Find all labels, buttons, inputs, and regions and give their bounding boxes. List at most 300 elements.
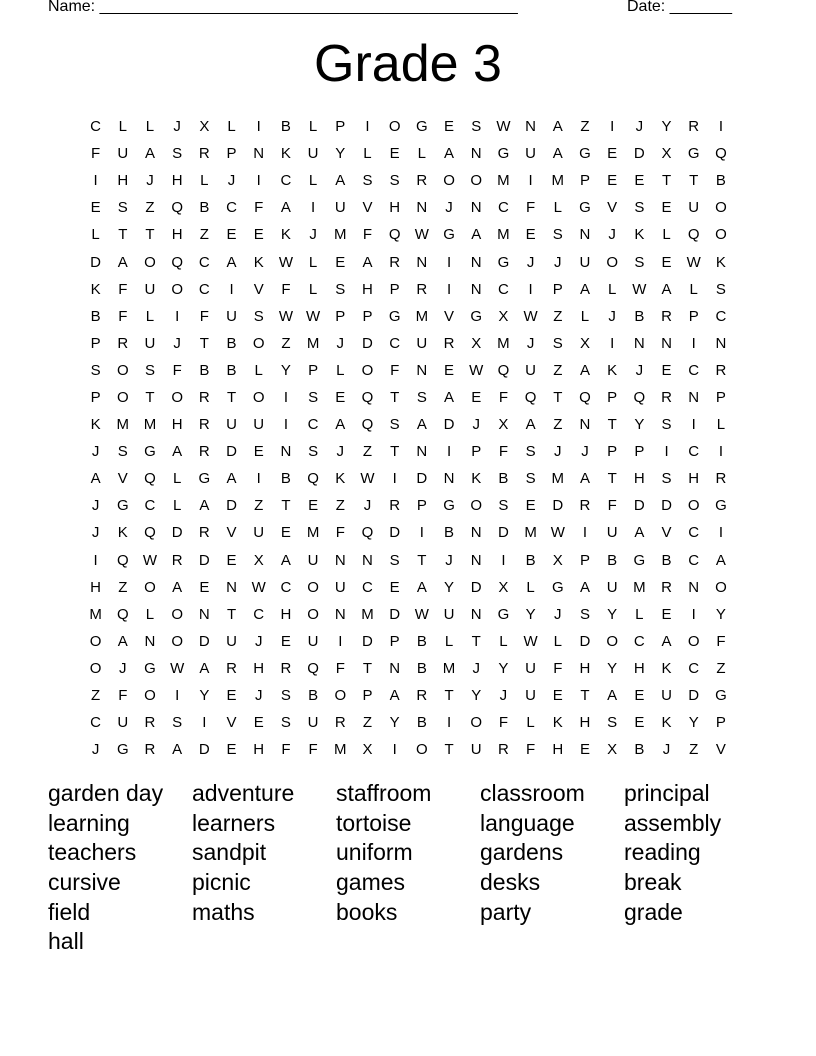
grid-cell: O: [144, 253, 156, 271]
grid-cell: J: [608, 226, 616, 244]
header: [0, 0, 816, 22]
grid-cell: U: [307, 632, 319, 650]
grid-cell: S: [715, 280, 726, 298]
grid-cell: L: [227, 118, 236, 136]
grid-cell: E: [661, 361, 672, 379]
grid-cell: W: [686, 253, 701, 271]
grid-cell: A: [226, 253, 237, 271]
grid-cell: Z: [689, 741, 699, 759]
grid-cell: A: [579, 470, 590, 488]
grid-cell: O: [687, 632, 700, 650]
grid-cell: I: [392, 741, 397, 759]
grid-cell: C: [688, 551, 700, 569]
grid-cell: V: [661, 524, 672, 542]
grid-cell: I: [610, 334, 615, 352]
grid-cell: J: [146, 172, 154, 190]
grid-cell: E: [280, 632, 291, 650]
grid-cell: F: [118, 687, 128, 705]
grid-cell: O: [171, 280, 183, 298]
grid-cell: N: [389, 659, 401, 677]
grid-cell: U: [579, 253, 591, 271]
grid-cell: D: [362, 632, 373, 650]
grid-cell: X: [552, 551, 563, 569]
grid-cell: S: [607, 714, 618, 732]
grid-cell: L: [145, 118, 155, 136]
grid-cell: I: [528, 172, 533, 190]
grid-cell: C: [389, 334, 401, 352]
grid-cell: F: [335, 659, 345, 677]
grid-cell: O: [116, 388, 129, 406]
grid-cell: J: [91, 497, 100, 515]
grid-cell: K: [90, 416, 101, 434]
grid-cell: A: [579, 578, 590, 596]
grid-cell: X: [199, 118, 210, 136]
grid-cell: G: [497, 605, 510, 623]
grid-cell: H: [253, 659, 265, 677]
grid-cell: E: [226, 226, 237, 244]
grid-cell: R: [171, 551, 183, 569]
word-list: [48, 779, 768, 957]
grid-cell: G: [633, 551, 646, 569]
grid-cell: M: [361, 605, 374, 623]
grid-cell: C: [688, 443, 700, 461]
grid-cell: D: [389, 605, 401, 623]
word-list-item: cursive: [48, 869, 121, 896]
grid-cell: B: [226, 361, 237, 379]
grid-cell: L: [91, 226, 100, 244]
grid-cell: G: [579, 199, 591, 217]
grid-cell: I: [256, 118, 261, 136]
grid-cell: M: [415, 307, 429, 325]
grid-cell: A: [661, 280, 672, 298]
grid-cell: O: [470, 497, 483, 515]
grid-cell: I: [419, 524, 424, 542]
grid-cell: G: [416, 118, 428, 136]
grid-cell: Y: [389, 714, 400, 732]
grid-cell: P: [579, 551, 590, 569]
grid-cell: E: [444, 118, 455, 136]
grid-cell: D: [362, 334, 373, 352]
grid-cell: W: [414, 226, 429, 244]
grid-cell: A: [389, 687, 400, 705]
grid-cell: B: [525, 551, 536, 569]
grid-cell: F: [172, 361, 182, 379]
grid-cell: Z: [91, 687, 101, 705]
grid-cell: G: [715, 497, 727, 515]
grid-cell: I: [718, 118, 723, 136]
grid-cell: C: [497, 280, 509, 298]
grid-cell: T: [444, 687, 454, 705]
grid-cell: Q: [524, 388, 537, 406]
grid-cell: P: [552, 280, 563, 298]
grid-cell: Q: [361, 416, 374, 434]
grid-cell: L: [635, 605, 644, 623]
grid-cell: P: [416, 497, 427, 515]
grid-cell: F: [498, 388, 508, 406]
grid-cell: Z: [553, 361, 563, 379]
grid-cell: A: [471, 226, 482, 244]
grid-cell: B: [607, 551, 618, 569]
grid-cell: O: [89, 632, 102, 650]
grid-cell: K: [253, 253, 264, 271]
grid-cell: L: [526, 714, 535, 732]
grid-cell: N: [334, 551, 346, 569]
grid-cell: V: [715, 741, 726, 759]
grid-cell: A: [661, 632, 672, 650]
grid-cell: W: [360, 470, 375, 488]
grid-cell: Q: [171, 253, 183, 271]
grid-cell: N: [280, 443, 292, 461]
grid-cell: N: [579, 416, 591, 434]
grid-cell: N: [226, 578, 237, 596]
grid-cell: S: [634, 253, 645, 271]
word-list-item: learners: [192, 809, 276, 836]
grid-cell: R: [715, 470, 727, 488]
grid-cell: J: [445, 551, 453, 569]
grid-cell: E: [661, 199, 672, 217]
grid-cell: T: [390, 388, 400, 406]
grid-cell: A: [444, 388, 455, 406]
grid-cell: R: [579, 497, 591, 515]
grid-cell: Q: [361, 388, 374, 406]
grid-cell: A: [416, 578, 427, 596]
grid-cell: E: [525, 226, 536, 244]
grid-cell: D: [552, 497, 564, 515]
grid-cell: Q: [144, 524, 156, 542]
grid-cell: M: [497, 334, 510, 352]
grid-cell: U: [525, 145, 537, 163]
grid-cell: E: [634, 687, 645, 705]
grid-cell: R: [416, 687, 428, 705]
grid-cell: D: [416, 470, 428, 488]
grid-cell: J: [91, 443, 100, 461]
grid-cell: I: [283, 388, 288, 406]
grid-cell: T: [362, 659, 373, 677]
grid-cell: D: [198, 551, 210, 569]
grid-cell: Q: [144, 470, 156, 488]
grid-cell: M: [334, 226, 347, 244]
grid-cell: P: [634, 443, 645, 461]
grid-cell: S: [552, 334, 563, 352]
grid-cell: P: [688, 307, 699, 325]
grid-cell: F: [362, 226, 373, 244]
grid-cell: W: [414, 605, 429, 623]
grid-cell: J: [472, 416, 480, 434]
grid-cell: U: [307, 145, 319, 163]
word-list-item: maths: [192, 898, 255, 925]
grid-cell: U: [416, 334, 428, 352]
grid-cell: J: [254, 632, 263, 650]
word-list-item: hall: [48, 928, 84, 955]
grid-cell: R: [198, 145, 210, 163]
grid-cell: O: [171, 632, 183, 650]
grid-cell: J: [635, 118, 644, 136]
grid-cell: W: [306, 307, 321, 325]
grid-cell: E: [634, 172, 645, 190]
grid-cell: J: [91, 524, 100, 542]
grid-cell: J: [526, 334, 535, 352]
grid-cell: Y: [607, 605, 618, 623]
grid-cell: V: [444, 307, 455, 325]
grid-cell: K: [607, 361, 618, 379]
grid-cell: B: [199, 199, 210, 217]
name-field-label: Name: _______________________________________________: [48, 0, 518, 15]
grid-cell: O: [687, 497, 700, 515]
grid-cell: L: [607, 280, 617, 298]
grid-cell: U: [443, 605, 455, 623]
grid-cell: C: [280, 172, 292, 190]
grid-cell: Z: [362, 443, 373, 461]
grid-cell: G: [144, 659, 156, 677]
grid-cell: E: [253, 443, 264, 461]
grid-cell: C: [307, 416, 319, 434]
grid-cell: N: [416, 199, 428, 217]
grid-cell: X: [498, 307, 509, 325]
grid-cell: J: [336, 334, 345, 352]
grid-cell: Z: [335, 497, 345, 515]
grid-cell: K: [661, 659, 672, 677]
grid-cell: N: [470, 605, 482, 623]
grid-cell: T: [580, 687, 590, 705]
grid-cell: N: [334, 605, 346, 623]
grid-cell: X: [471, 334, 482, 352]
grid-cell: O: [416, 741, 428, 759]
grid-cell: F: [553, 659, 563, 677]
grid-cell: H: [171, 416, 183, 434]
grid-cell: J: [254, 687, 263, 705]
grid-cell: A: [226, 470, 237, 488]
grid-cell: O: [252, 388, 265, 406]
grid-cell: Y: [335, 145, 346, 163]
grid-cell: I: [338, 632, 343, 650]
grid-cell: R: [389, 253, 401, 271]
grid-cell: N: [470, 280, 482, 298]
grid-cell: B: [308, 687, 319, 705]
grid-cell: U: [334, 578, 346, 596]
grid-cell: R: [389, 497, 401, 515]
grid-cell: F: [716, 632, 726, 650]
grid-cell: K: [280, 226, 291, 244]
grid-cell: I: [691, 334, 696, 352]
grid-cell: W: [278, 307, 293, 325]
grid-cell: D: [90, 253, 102, 271]
grid-cell: J: [554, 605, 562, 623]
grid-cell: O: [171, 388, 183, 406]
grid-cell: U: [253, 416, 265, 434]
grid-cell: D: [226, 443, 237, 461]
word-list-item: break: [624, 869, 682, 896]
grid-cell: N: [443, 470, 455, 488]
grid-cell: M: [306, 524, 320, 542]
grid-cell: H: [90, 578, 102, 596]
grid-cell: N: [661, 334, 672, 352]
grid-cell: E: [253, 714, 264, 732]
grid-cell: W: [550, 524, 565, 542]
grid-cell: H: [253, 741, 265, 759]
grid-cell: E: [253, 226, 264, 244]
grid-cell: G: [198, 470, 211, 488]
grid-cell: J: [554, 253, 562, 271]
grid-cell: L: [308, 253, 318, 271]
grid-cell: D: [443, 416, 455, 434]
grid-cell: K: [715, 253, 726, 271]
grid-cell: Q: [307, 659, 319, 677]
grid-cell: S: [552, 226, 563, 244]
word-list-item: desks: [480, 869, 541, 896]
grid-cell: S: [661, 470, 672, 488]
grid-cell: G: [116, 497, 129, 515]
grid-cell: F: [254, 199, 264, 217]
grid-cell: V: [226, 524, 237, 542]
grid-cell: B: [634, 741, 645, 759]
grid-cell: L: [308, 280, 318, 298]
grid-cell: E: [308, 497, 319, 515]
grid-cell: I: [202, 714, 207, 732]
grid-cell: Z: [118, 578, 128, 596]
grid-cell: L: [580, 307, 590, 325]
date-field-label: Date: _______: [627, 0, 732, 15]
grid-cell: X: [253, 551, 264, 569]
grid-cell: S: [389, 416, 400, 434]
grid-cell: P: [715, 388, 726, 406]
grid-cell: X: [661, 145, 672, 163]
grid-cell: N: [688, 388, 700, 406]
grid-cell: A: [280, 199, 291, 217]
grid-cell: L: [145, 605, 155, 623]
grid-cell: P: [607, 388, 618, 406]
grid-cell: B: [416, 659, 427, 677]
grid-cell: W: [469, 361, 484, 379]
grid-cell: I: [283, 416, 288, 434]
grid-cell: Z: [362, 714, 373, 732]
grid-cell: A: [335, 172, 346, 190]
grid-cell: O: [470, 714, 483, 732]
grid-cell: I: [256, 172, 261, 190]
grid-cell: F: [607, 497, 617, 515]
grid-cell: O: [171, 605, 183, 623]
grid-cell: W: [142, 551, 158, 569]
grid-cell: K: [117, 524, 128, 542]
grid-cell: N: [416, 361, 428, 379]
grid-cell: N: [470, 524, 482, 542]
grid-cell: J: [119, 659, 127, 677]
grid-cell: S: [389, 172, 400, 190]
grid-cell: G: [579, 145, 591, 163]
grid-cell: I: [446, 253, 452, 271]
grid-cell: U: [606, 578, 618, 596]
grid-cell: L: [308, 172, 318, 190]
grid-cell: G: [144, 443, 156, 461]
grid-cell: B: [661, 551, 672, 569]
grid-cell: S: [117, 443, 128, 461]
grid-cell: T: [471, 632, 481, 650]
grid-cell: E: [226, 551, 237, 569]
grid-cell: G: [687, 145, 700, 163]
grid-cell: P: [389, 280, 400, 298]
grid-cell: I: [582, 524, 588, 542]
grid-cell: M: [633, 578, 646, 596]
word-list-item: language: [480, 809, 575, 836]
grid-cell: A: [579, 280, 590, 298]
grid-cell: B: [715, 172, 726, 190]
grid-cell: R: [198, 443, 210, 461]
grid-cell: M: [551, 470, 565, 488]
word-list-item: books: [336, 898, 398, 925]
grid-cell: A: [525, 416, 536, 434]
grid-cell: J: [554, 443, 562, 461]
grid-cell: L: [444, 632, 454, 650]
grid-cell: L: [363, 145, 372, 163]
word-list-item: field: [48, 898, 91, 925]
grid-cell: M: [334, 741, 347, 759]
grid-cell: U: [144, 334, 156, 352]
grid-cell: J: [309, 226, 317, 244]
grid-cell: J: [635, 361, 644, 379]
grid-cell: S: [498, 497, 509, 515]
grid-cell: N: [688, 578, 700, 596]
grid-cell: Q: [633, 388, 646, 406]
grid-cell: S: [280, 714, 291, 732]
grid-cell: I: [93, 172, 98, 190]
grid-cell: A: [335, 416, 346, 434]
grid-cell: R: [688, 118, 700, 136]
grid-cell: V: [117, 470, 128, 488]
grid-cell: E: [226, 741, 237, 759]
grid-cell: Q: [171, 199, 183, 217]
grid-cell: G: [470, 307, 483, 325]
grid-cell: A: [579, 361, 590, 379]
grid-cell: L: [145, 307, 155, 325]
grid-cell: M: [524, 524, 537, 542]
grid-cell: A: [117, 632, 128, 650]
grid-cell: U: [226, 416, 237, 434]
grid-cell: O: [89, 659, 102, 677]
grid-cell: P: [579, 172, 590, 190]
grid-cell: R: [443, 334, 455, 352]
grid-cell: P: [335, 118, 346, 136]
grid-cell: K: [634, 226, 645, 244]
grid-cell: Z: [716, 659, 726, 677]
grid-cell: W: [632, 280, 647, 298]
grid-cell: R: [416, 172, 428, 190]
grid-cell: H: [552, 741, 564, 759]
grid-cell: C: [362, 578, 373, 596]
grid-cell: G: [116, 741, 129, 759]
grid-cell: N: [633, 334, 645, 352]
grid-cell: J: [173, 118, 181, 136]
grid-cell: X: [498, 578, 509, 596]
grid-cell: H: [688, 470, 700, 488]
grid-cell: C: [688, 361, 700, 379]
grid-cell: E: [471, 388, 482, 406]
grid-cell: U: [661, 687, 672, 705]
grid-cell: P: [308, 361, 319, 379]
word-search-grid: [82, 113, 735, 763]
grid-cell: J: [445, 199, 453, 217]
grid-cell: A: [715, 551, 726, 569]
grid-cell: J: [363, 497, 372, 515]
grid-cell: I: [229, 280, 234, 298]
grid-cell: E: [661, 253, 672, 271]
grid-cell: B: [416, 632, 427, 650]
grid-cell: A: [172, 741, 183, 759]
grid-cell: M: [306, 334, 320, 352]
grid-cell: H: [633, 470, 645, 488]
grid-cell: A: [280, 551, 291, 569]
grid-cell: H: [389, 199, 401, 217]
grid-cell: X: [579, 334, 590, 352]
grid-cell: F: [91, 145, 101, 163]
